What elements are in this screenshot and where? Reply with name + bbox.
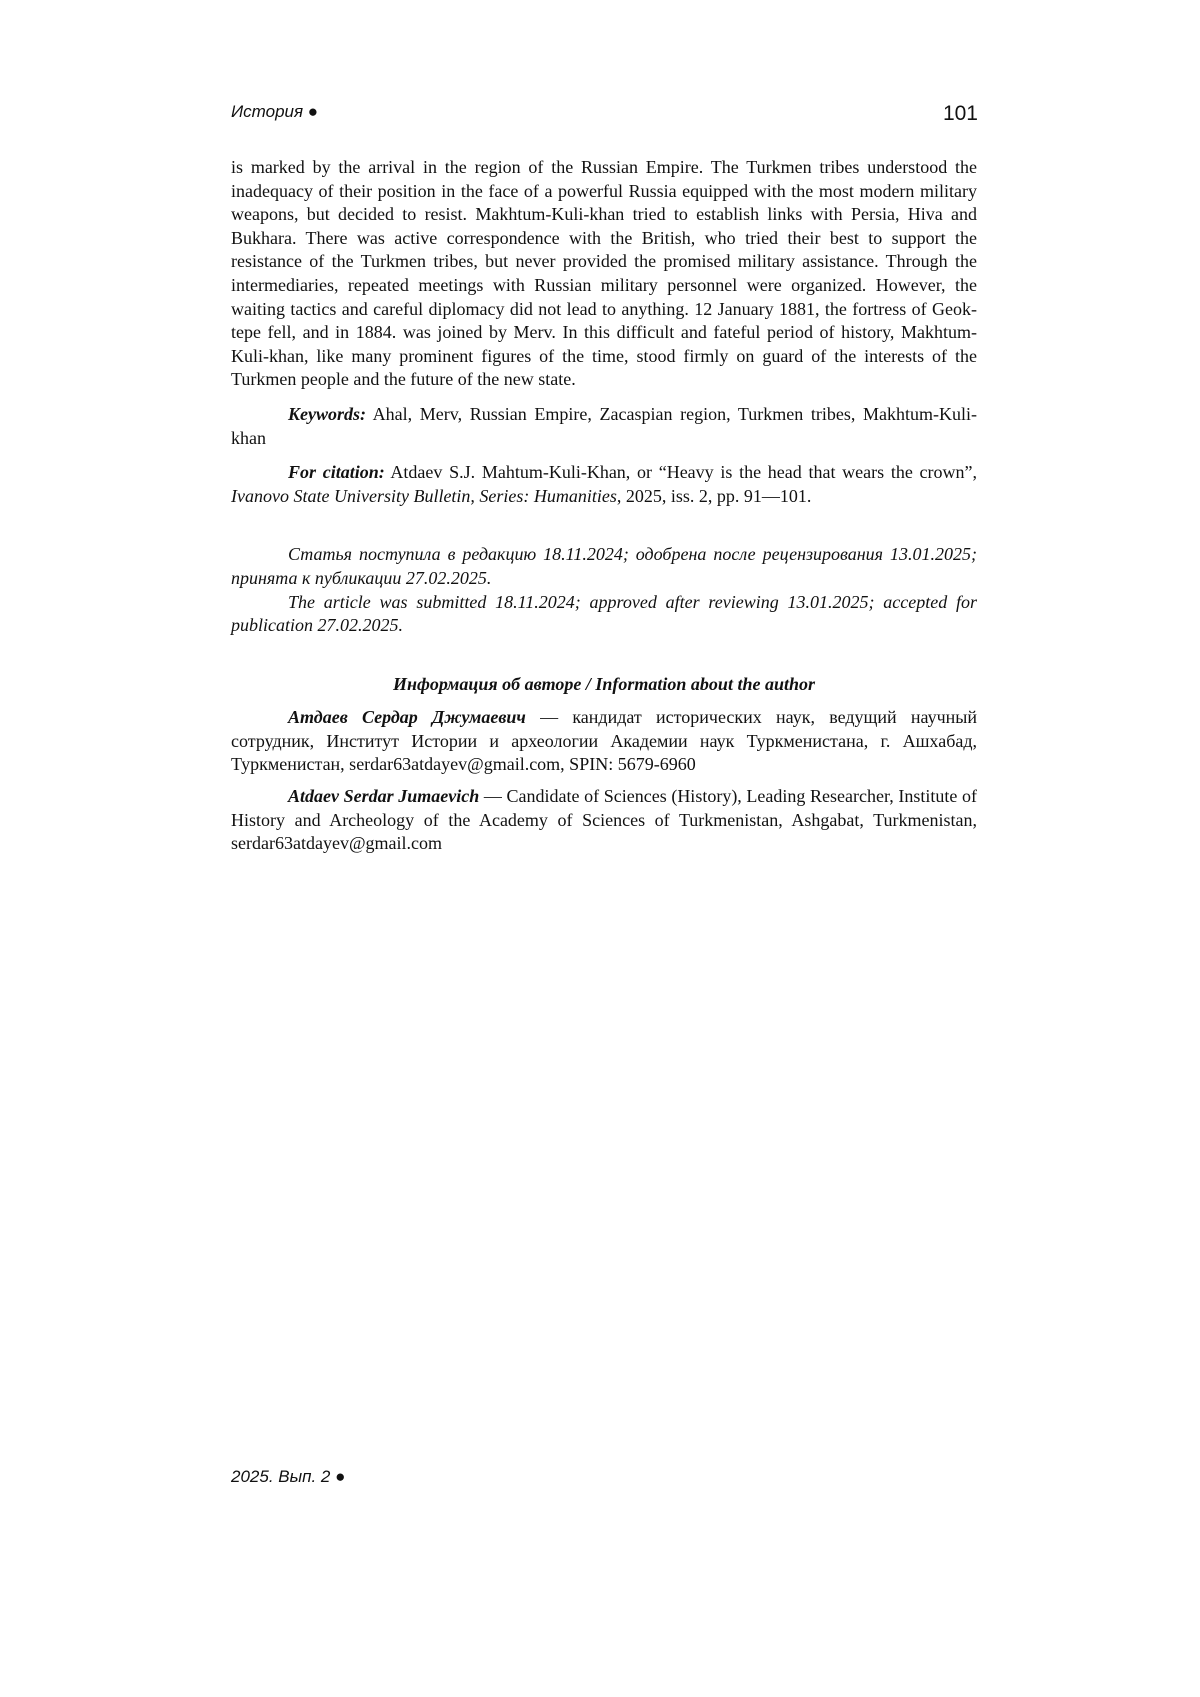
author-info-title: Информация об авторе / Information about the author bbox=[393, 673, 815, 694]
keywords-text: Ahal, Merv, Russian Empire, Zacaspian region, Turkmen tribes, Makhtum-Kuli-khan bbox=[231, 403, 977, 448]
article-content bbox=[231, 156, 977, 856]
author-name-en: Atdaev Serdar Jumaevich bbox=[288, 786, 480, 807]
author-details-en: — Candidate of Sciences (History), Leading Researcher, Institute of History and Archeology of the Academy of Sciences of Turkmenistan, Ashgabat, Turkmenistan, serdar63atdayev@gmail.com bbox=[231, 786, 977, 854]
citation bbox=[231, 461, 977, 508]
abstract-continuation: is marked by the arrival in the region of the Russian Empire. The Turkmen tribes understood the inadequacy of their position in the face of a powerful Russia equipped with the most modern military weapons, but decided to resist. Makhtum-Kuli-khan tried to establish links with Persia, Hiva and Bukhara. There was active correspondence with the British, who tried their best to support the resistance of the Turkmen tribes, but never provided the promised military assistance. Through the intermediaries, repeated meetings with Russian military personnel were organized. However, the waiting tactics and careful diplomacy did not lead to anything. 12 January 1881, the fortress of Geok-tepe fell, and in 1884. was joined by Merv. In this difficult and fateful period of history, Makhtum-Kuli-khan, like many prominent figures of the time, stood firmly on guard of the interests of the Turkmen people and the future of the new state. bbox=[231, 157, 977, 390]
running-head: История ● bbox=[231, 102, 319, 121]
dates-ru: Статья поступила в редакцию 18.11.2024; одобрена после рецензирования 13.01.2025; принята к публикации 27.02.2025. bbox=[231, 544, 977, 588]
issue-footer: 2025. Вып. 2 ● bbox=[231, 1467, 346, 1486]
author-details-ru: — кандидат исторических наук, ведущий научный сотрудник, Институт Истории и археологии Академии наук Туркменистана, г. Ашхабад, Туркменистан, serdar63atdayev@gmail.com, SPIN: 5679-6960 bbox=[231, 707, 977, 775]
author-name-ru: Атдаев Сердар Джумаевич bbox=[288, 707, 526, 728]
author-info-ru bbox=[231, 706, 977, 777]
page-number: 101 bbox=[942, 102, 978, 125]
keywords-label: Keywords: bbox=[288, 403, 366, 424]
citation-text: Atdaev S.J. Mahtum-Kuli-Khan, or “Heavy is the head that wears the crown”, bbox=[384, 462, 977, 483]
author-info-en bbox=[231, 785, 977, 856]
citation-pages: , 2025, iss. 2, pp. 91—101. bbox=[616, 485, 812, 506]
article-dates bbox=[231, 543, 977, 637]
keywords bbox=[231, 403, 977, 450]
dates-en: The article was submitted 18.11.2024; approved after reviewing 13.01.2025; accepted for publication 27.02.2025. bbox=[231, 591, 977, 636]
citation-journal: Ivanovo State University Bulletin, Series: Humanities bbox=[231, 485, 617, 506]
citation-label: For citation: bbox=[288, 462, 385, 483]
